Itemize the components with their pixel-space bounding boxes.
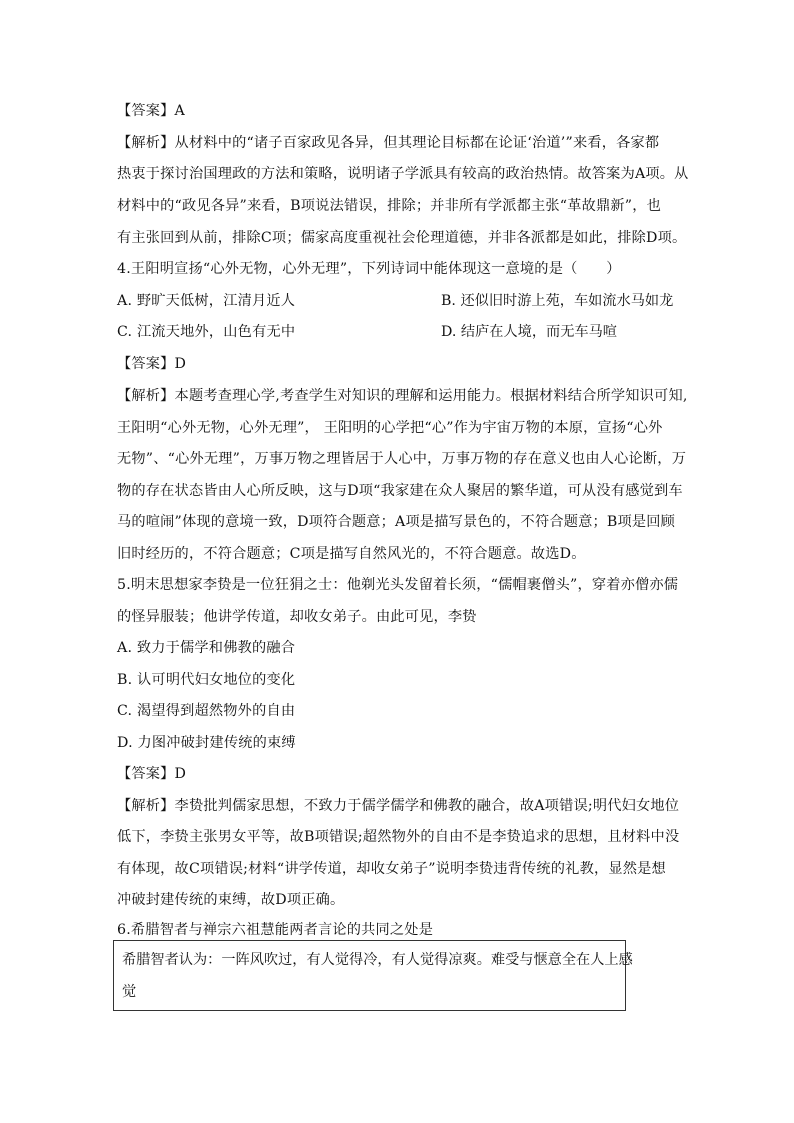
analysis-line-1: 【解析】从材料中的“诸子百家政见各异，但其理论目标都在论证‘治道’”来看，各家都: [117, 135, 660, 151]
question-5-line-1: 5.明末思想家李贽是一位狂狷之士：他剃光头发留着长须，“儒帽裹僧头”，穿着亦僧亦儒: [117, 577, 679, 593]
analysis-line-3: 材料中的“政见各异”来看，B项说法错误，排除；并非所有学派都主张“革故鼎新”，也: [117, 198, 662, 214]
analysis3-line-2: 低下，李贽主张男女平等，故B项错误;超然物外的自由不是李贽追求的思想，且材料中没: [117, 829, 680, 845]
material-line-1: 希腊智者认为：一阵风吹过，有人觉得冷，有人觉得凉爽。难受与惬意全在人上感: [122, 952, 633, 968]
answer-line-1: 【答案】A: [117, 103, 185, 119]
analysis2-line-4: 物的存在状态皆由人心所反映，这与D项“我家建在众人聚居的繁华道，可从没有感觉到车: [117, 483, 683, 499]
material-line-2: 觉: [122, 984, 137, 1000]
analysis2-line-2: 王阳明“心外无物，心外无理”， 王阳明的心学把“心”作为宇宙万物的本原，宣扬“心外: [117, 420, 663, 436]
analysis3-line-1: 【解析】李贽批判儒家思想，不致力于儒学儒学和佛教的融合，故A项错误;明代妇女地位: [117, 798, 680, 814]
question-6: 6.希腊智者与禅宗六祖慧能两者言论的共同之处是: [117, 922, 434, 938]
material-box: [113, 940, 633, 1011]
q5-option-b: B. 认可明代妇女地位的变化: [117, 672, 296, 688]
answer-line-2: 【答案】D: [117, 356, 187, 372]
question-5-line-2: 的怪异服装；他讲学传道，却收女弟子。由此可见，李贽: [117, 609, 477, 625]
question-4: 4.王阳明宣扬“心外无物，心外无理”，下列诗词中能体现这一意境的是（ ）: [117, 261, 621, 277]
analysis2-line-1: 【解析】本题考查理心学,考查学生对知识的理解和运用能力。根据材料结合所学知识可知,: [117, 388, 688, 404]
analysis-line-4: 有主张回到从前，排除C项；儒家高度重视社会伦理道德，并非各派都是如此，排除D项。: [117, 230, 687, 246]
q5-option-d: D. 力图冲破封建传统的束缚: [117, 735, 296, 751]
analysis2-line-5: 马的喧闹”体现的意境一致，D项符合题意；A项是描写景色的，不符合题意；B项是回顾: [117, 514, 676, 530]
analysis3-line-3: 有体现，故C项错误;材料“讲学传道，却收女弟子”说明李贽违背传统的礼教，显然是想: [117, 861, 666, 877]
q4-option-c: C. 江流天地外，山色有无中: [117, 324, 296, 340]
analysis2-line-6: 旧时经历的，不符合题意；C项是描写自然风光的，不符合题意。故选D。: [117, 546, 586, 562]
analysis2-line-3: 无物”、“心外无理”，万事万物之理皆居于人心中，万事万物的存在意义也由人心论断，万: [117, 451, 687, 467]
analysis3-line-4: 冲破封建传统的束缚，故D项正确。: [117, 892, 345, 908]
q5-option-c: C. 渴望得到超然物外的自由: [117, 703, 296, 719]
q4-option-a: A. 野旷天低树，江清月近人: [117, 293, 296, 309]
analysis-line-2: 热衷于探讨治国理政的方法和策略，说明诸子学派具有较高的政治热情。故答案为A项。从: [117, 166, 689, 182]
q4-option-b: B. 还似旧时游上苑，车如流水马如龙: [441, 293, 674, 309]
answer-line-3: 【答案】D: [117, 766, 187, 782]
q4-option-d: D. 结庐在人境，而无车马喧: [441, 324, 617, 340]
q5-option-a: A. 致力于儒学和佛教的融合: [117, 640, 296, 656]
